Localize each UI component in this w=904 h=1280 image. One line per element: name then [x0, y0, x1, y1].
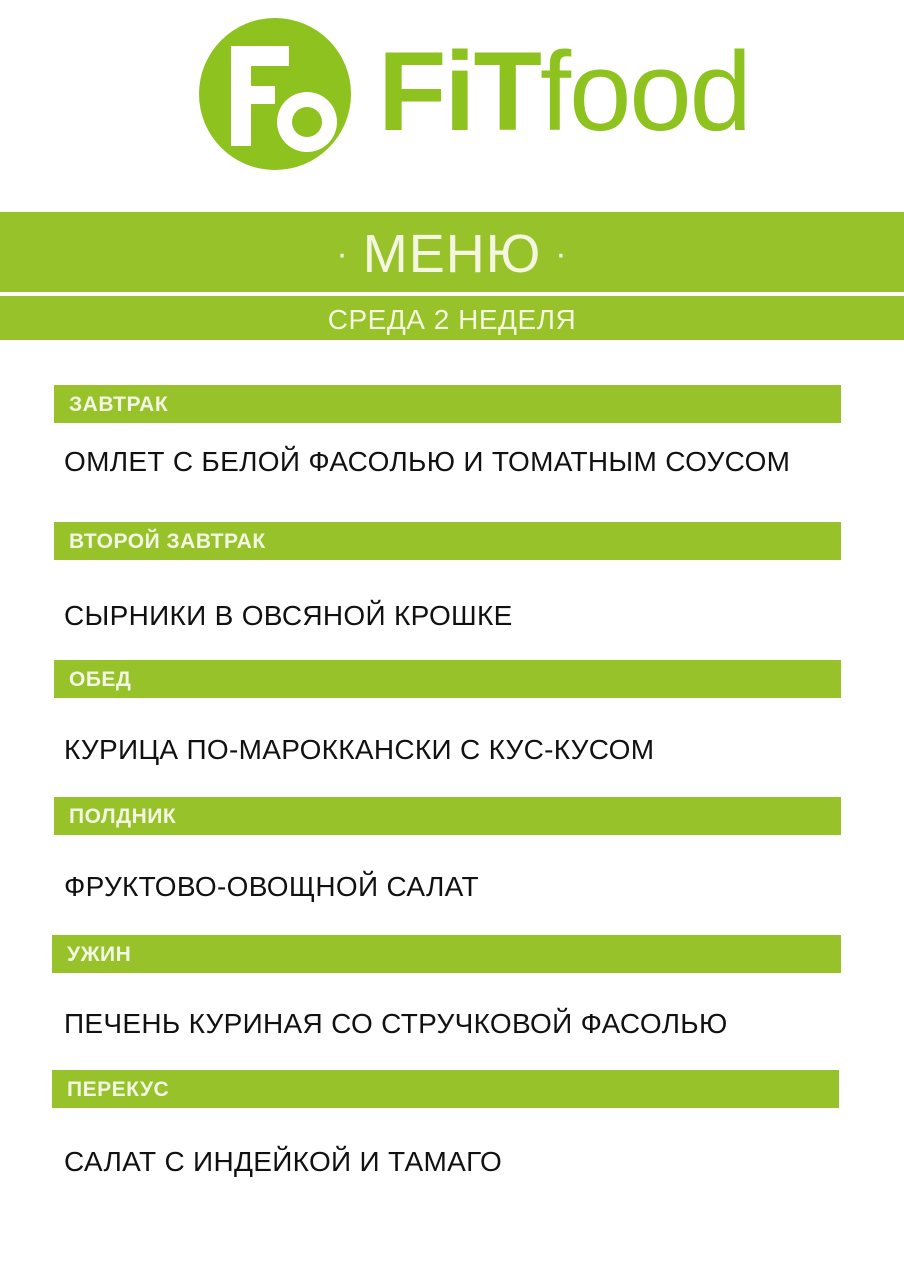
brand-name [378, 29, 750, 162]
menu-title [0, 212, 904, 300]
meal-label: ОБЕД [69, 668, 132, 691]
title-dot-left: · [336, 234, 349, 273]
fo-circle-logo-icon [195, 14, 355, 174]
meal-label: ЗАВТРАК [69, 393, 169, 416]
day-title: СРЕДА 2 НЕДЕЛЯ [327, 304, 577, 335]
meal-bar-second-breakfast [54, 522, 841, 560]
brand-logo [195, 14, 750, 174]
meal-dish: ОМЛЕТ С БЕЛОЙ ФАСОЛЬЮ И ТОМАТНЫМ СОУСОМ [64, 446, 791, 477]
meal-dish: ФРУКТОВО-ОВОЩНОЙ САЛАТ [64, 871, 479, 902]
meal-dish: САЛАТ С ИНДЕЙКОЙ И ТАМАГО [64, 1146, 503, 1177]
meal-dish: СЫРНИКИ В ОВСЯНОЙ КРОШКЕ [64, 600, 513, 631]
brand-name-bold: FiT [378, 29, 540, 154]
meal-label: ПЕРЕКУС [67, 1078, 170, 1101]
title-dot-right: · [555, 234, 568, 273]
meal-bar-afternoon-snack [54, 797, 841, 835]
day-header-band [0, 296, 904, 340]
meal-dish: ПЕЧЕНЬ КУРИНАЯ СО СТРУЧКОВОЙ ФАСОЛЬЮ [64, 1008, 728, 1039]
meal-bar-lunch [54, 660, 841, 698]
meal-label: ПОЛДНИК [69, 805, 177, 828]
meal-bar-dinner [52, 935, 841, 973]
meal-label: ВТОРОЙ ЗАВТРАК [69, 530, 266, 553]
meal-dish: КУРИЦА ПО-МАРОККАНСКИ С КУС-КУСОМ [64, 734, 655, 765]
menu-header-band [0, 212, 904, 292]
meal-bar-breakfast [54, 385, 841, 423]
menu-title-text: МЕНЮ [362, 224, 542, 284]
meal-bar-snack [52, 1070, 839, 1108]
meal-label: УЖИН [67, 943, 132, 966]
brand-name-light: food [539, 29, 750, 154]
